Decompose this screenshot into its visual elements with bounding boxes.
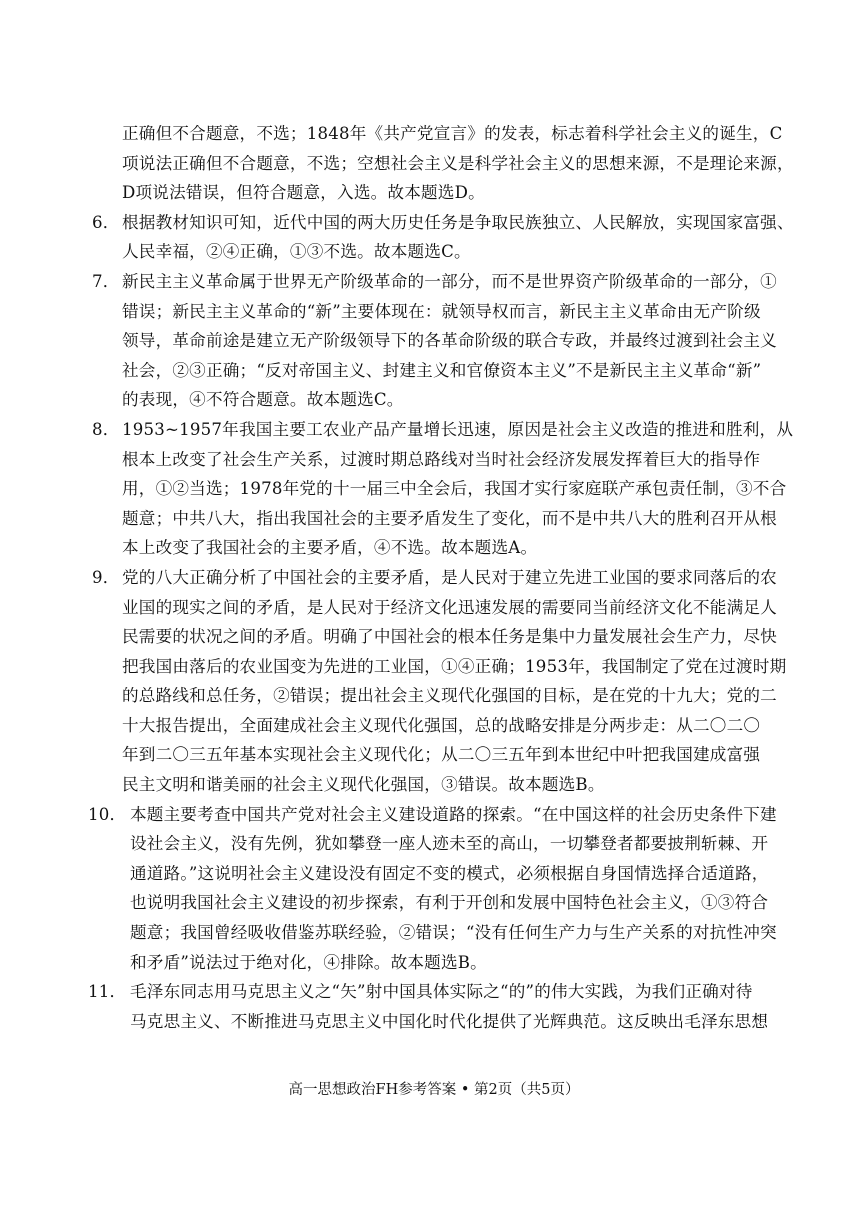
answer-item-6 [92, 208, 794, 267]
text-line: 的总路线和总任务，②错误；提出社会主义现代化强国的目标，是在党的十九大；党的二 [122, 686, 777, 706]
text-line: 毛泽东同志用马克思主义之“矢”射中国具体实际之“的”的伟大实践，为我们正确对待 [130, 982, 753, 1002]
text-line: 通道路。”这说明社会主义建设没有固定不变的模式，必须根据自身国情选择合适道路， [130, 863, 769, 883]
text-line: 项说法正确但不合题意，不选；空想社会主义是科学社会主义的思想来源，不是理论来源， [122, 153, 794, 173]
text-line: 社会，②③正确；“反对帝国主义、封建主义和官僚资本主义”不是新民主主义革命“新” [122, 360, 762, 380]
text-line: 民主文明和谐美丽的社会主义现代化强国，③错误。故本题选B。 [122, 775, 605, 795]
answer-item-9 [92, 563, 787, 800]
item-first-line [92, 208, 794, 238]
item-number: 11． [88, 982, 127, 1002]
text-line: 正确但不合题意，不选；1848年《共产党宣言》的发表，标志着科学社会主义的诞生，C [122, 124, 783, 143]
text-line: 题意；中共八大，指出我国社会的主要矛盾发生了变化，而不是中共八大的胜利召开从根 [122, 508, 777, 528]
text-line: 用，①②当选；1978年党的十一届三中全会后，我国才实行家庭联产承包责任制，③不合 [122, 479, 787, 499]
text-line: 十大报告提出，全面建成社会主义现代化强国，总的战略安排是分两步走：从二〇二〇 [122, 715, 761, 735]
text-line: 领导，革命前途是建立无产阶级领导下的各革命阶级的联合专政，并最终过渡到社会主义 [122, 331, 777, 351]
text-line: 新民主主义革命属于世界无产阶级革命的一部分，而不是世界资产阶级革命的一部分，① [122, 271, 777, 291]
text-line: 党的八大正确分析了中国社会的主要矛盾，是人民对于建立先进工业国的要求同落后的农 [122, 567, 777, 587]
text-line: 年到二〇三五年基本实现社会主义现代化；从二〇三五年到本世纪中叶把我国建成富强 [122, 745, 761, 765]
text-line: 人民幸福，②④正确，①③不选。故本题选C。 [122, 242, 471, 262]
answer-item-11 [88, 977, 769, 1036]
answer-item-10 [88, 800, 777, 978]
page-footer: 高一思想政治FH参考答案 • 第2页（共5页） [288, 1082, 580, 1098]
text-line: 根本上改变了社会生产关系，过渡时期总路线对当时社会经济发展发挥着巨大的指导作 [122, 449, 761, 469]
answer-item-8 [92, 415, 794, 563]
text-line: 1953~1957年我国主要工农业产品产量增长迅速，原因是社会主义改造的推进和胜利，从 [122, 419, 794, 439]
text-line: 本题主要考查中国共产党对社会主义建设道路的探索。“在中国这样的社会历史条件下建 [130, 804, 777, 824]
text-line: 题意；我国曾经吸收借鉴苏联经验，②错误；“没有任何生产力与生产关系的对抗性冲突 [130, 923, 777, 943]
text-line: 把我国由落后的农业国变为先进的工业国，①④正确；1953年，我国制定了党在过渡时期 [122, 656, 787, 676]
item-number: 10． [88, 804, 127, 824]
item-number: 9． [92, 567, 120, 587]
text-line: 和矛盾”说法过于绝对化，④排除。故本题选B。 [130, 952, 487, 972]
item-number: 6． [92, 212, 120, 232]
text-line: 设社会主义，没有先例，犹如攀登一座人迹未至的高山，一切攀登者都要披荆斩棘、开 [130, 834, 769, 854]
item-first-line [92, 267, 777, 297]
text-line: 错误；新民主主义革命的“新”主要体现在：就领导权而言，新民主主义革命由无产阶级 [122, 301, 761, 321]
text-line: 也说明我国社会主义建设的初步探索，有利于开创和发展中国特色社会主义，①③符合 [130, 893, 769, 913]
text-line: 本上改变了我国社会的主要矛盾，④不选。故本题选A。 [122, 538, 538, 558]
text-line: 业国的现实之间的矛盾，是人民对于经济文化迅速发展的需要同当前经济文化不能满足人 [122, 597, 777, 617]
item-first-line [92, 415, 794, 445]
text-line: D项说法错误，但符合题意，入选。故本题选D。 [122, 183, 485, 203]
continuation-block [122, 119, 794, 208]
text-line: 的表现，④不符合题意。故本题选C。 [122, 390, 404, 410]
text-line: 根据教材知识可知，近代中国的两大历史任务是争取民族独立、人民解放，实现国家富强、 [122, 212, 794, 232]
answer-content [88, 119, 794, 1036]
text-line: 马克思主义、不断推进马克思主义中国化时代化提供了光辉典范。这反映出毛泽东思想 [130, 1011, 769, 1031]
item-number: 8． [92, 419, 120, 439]
item-first-line [88, 800, 777, 830]
text-line: 民需要的状况之间的矛盾。明确了中国社会的根本任务是集中力量发展社会生产力，尽快 [122, 627, 777, 647]
answer-item-7 [92, 267, 777, 415]
item-first-line [92, 563, 777, 593]
item-first-line [88, 977, 762, 1007]
item-number: 7． [92, 271, 120, 291]
